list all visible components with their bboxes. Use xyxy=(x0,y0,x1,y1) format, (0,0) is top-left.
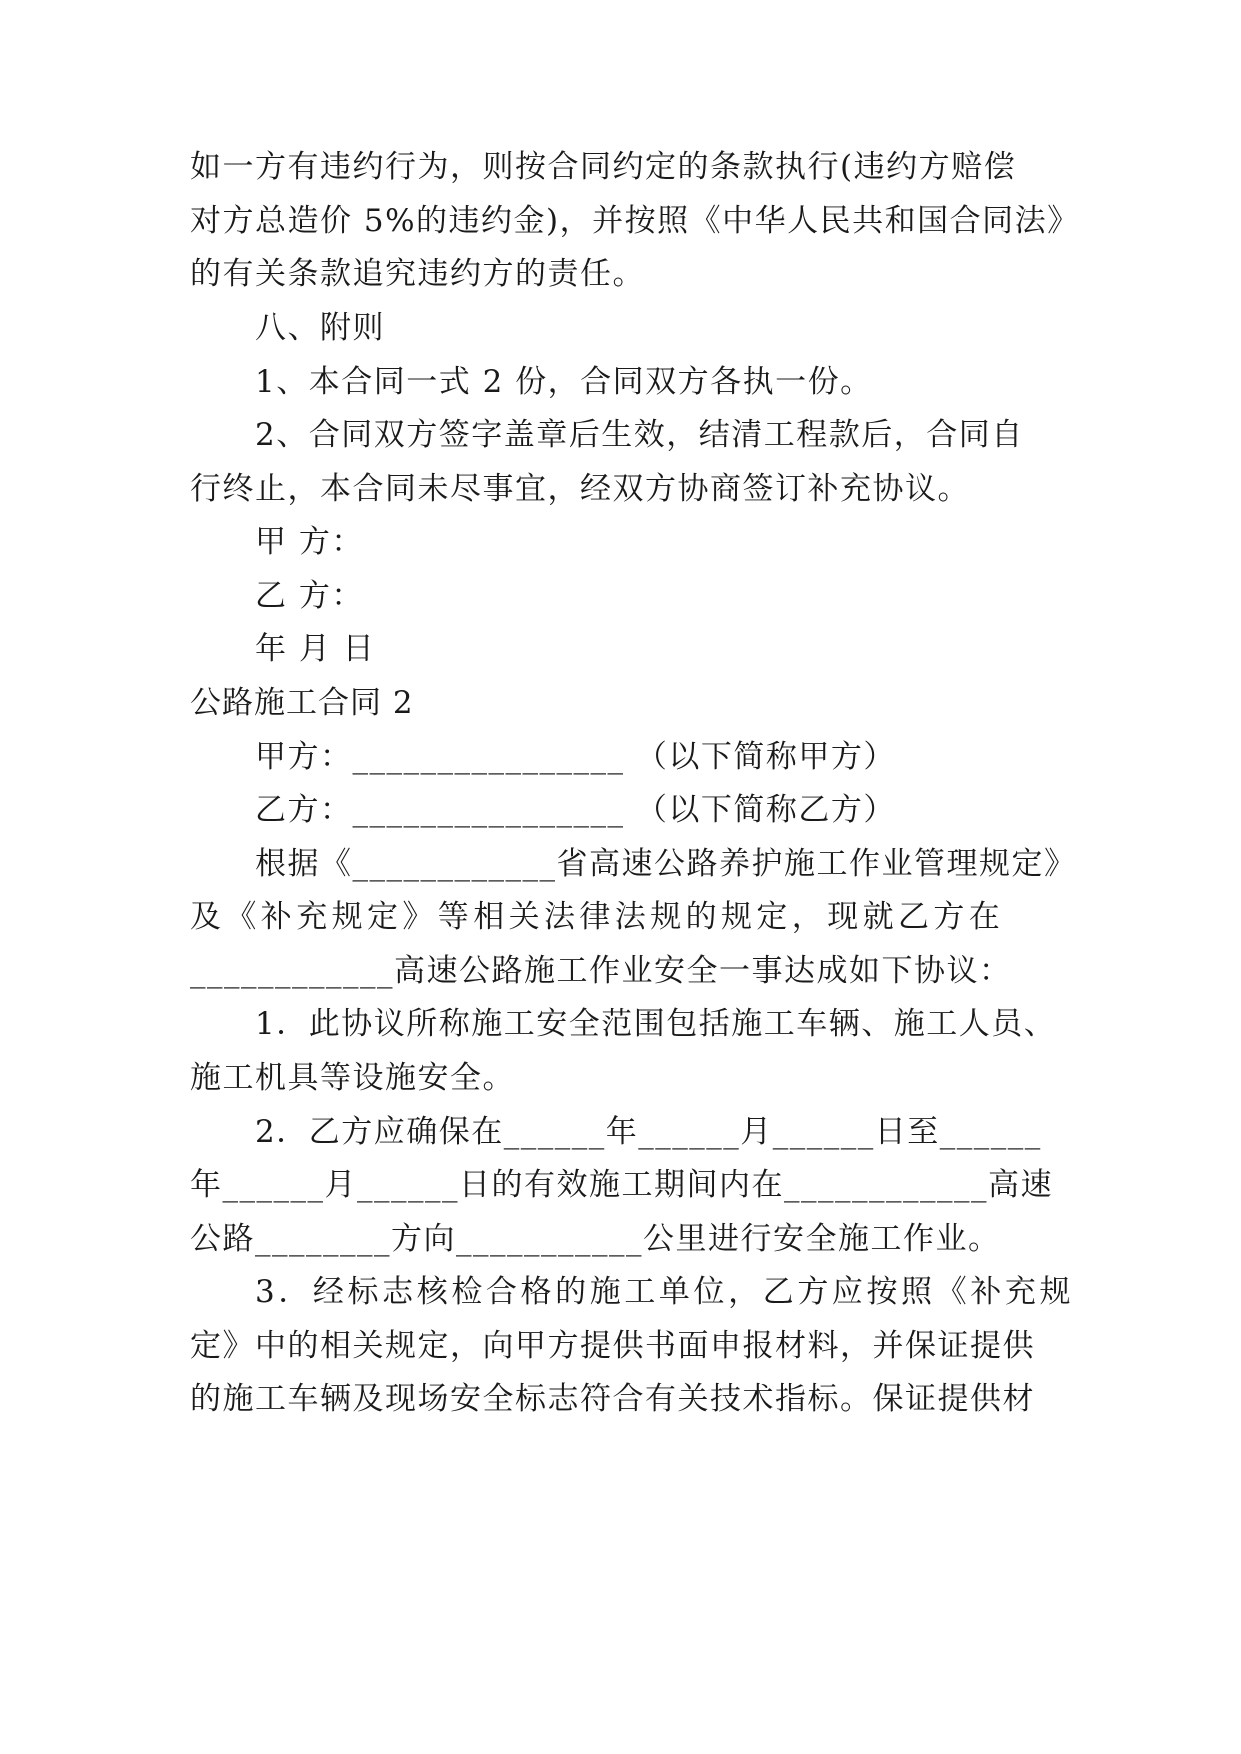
paragraph-line: 2．乙方应确保在______年______月______日至______ xyxy=(255,1114,1042,1150)
paragraph-line: 3．经标志核检合格的施工单位，乙方应按照《补充规 xyxy=(255,1274,1075,1310)
paragraph-line: 根据《____________省高速公路养护施工作业管理规定》 xyxy=(255,846,1077,882)
signature-date: 年 月 日 xyxy=(255,631,376,667)
paragraph-line: 1．此协议所称施工安全范围包括施工车辆、施工人员、 xyxy=(255,1006,1057,1042)
paragraph-line: 1、本合同一式 2 份，合同双方各执一份。 xyxy=(255,364,873,400)
paragraph-line: 及《补充规定》等相关法律法规的规定，现就乙方在 xyxy=(190,899,1005,935)
paragraph-line: 对方总造价 5%的违约金)，并按照《中华人民共和国合同法》 xyxy=(190,203,1080,239)
paragraph-line: 的有关条款追究违约方的责任。 xyxy=(190,256,645,292)
signature-party-a: 甲 方： xyxy=(255,524,364,560)
paragraph-line: 的施工车辆及现场安全标志符合有关技术指标。保证提供材 xyxy=(190,1381,1035,1417)
party-b-line: 乙方：________________ （以下简称乙方） xyxy=(255,792,896,828)
party-a-line: 甲方：________________ （以下简称甲方） xyxy=(255,739,896,775)
paragraph-line: 施工机具等设施安全。 xyxy=(190,1060,515,1096)
paragraph-line: 如一方有违约行为，则按合同约定的条款执行(违约方赔偿 xyxy=(190,149,1017,185)
paragraph-line: 公路________方向___________公里进行安全施工作业。 xyxy=(190,1221,1001,1257)
paragraph-line: 年______月______日的有效施工期间内在____________高速 xyxy=(190,1167,1053,1203)
paragraph-line: 定》中的相关规定，向甲方提供书面申报材料，并保证提供 xyxy=(190,1328,1035,1364)
paragraph-line: 2、合同双方签字盖章后生效，结清工程款后，合同自 xyxy=(255,417,1024,453)
document-title: 公路施工合同 2 xyxy=(190,685,414,721)
paragraph-line: 行终止，本合同未尽事宜，经双方协商签订补充协议。 xyxy=(190,471,970,507)
paragraph-line: ____________高速公路施工作业安全一事达成如下协议： xyxy=(190,953,1012,989)
section-heading: 八、附则 xyxy=(255,310,385,346)
signature-party-b: 乙 方： xyxy=(255,578,364,614)
